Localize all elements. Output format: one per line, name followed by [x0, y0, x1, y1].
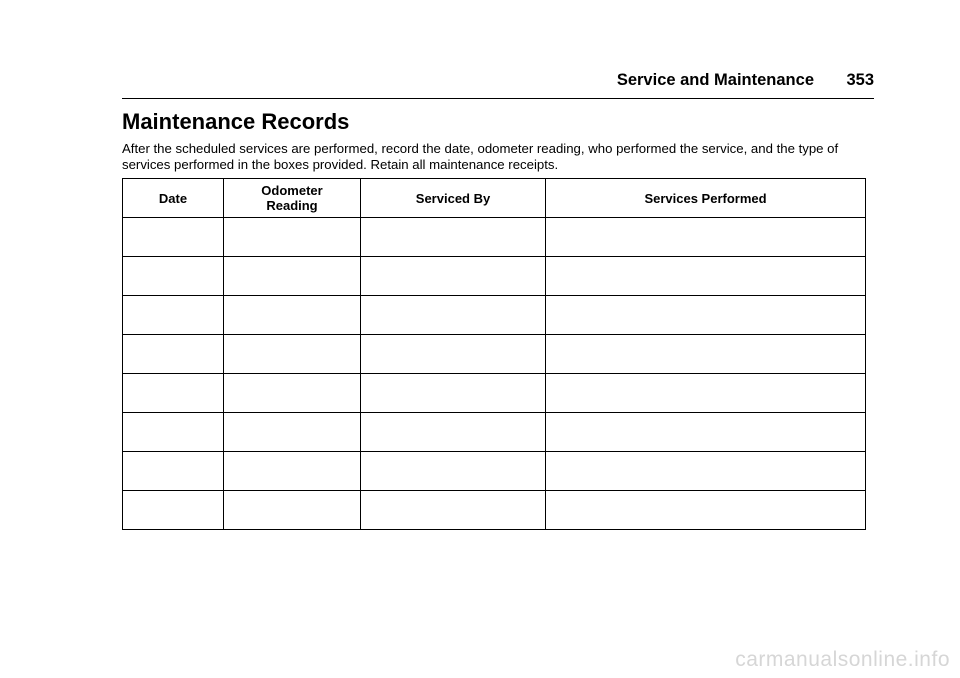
cell-odometer-reading[interactable]: [224, 452, 361, 491]
cell-services-performed[interactable]: [546, 491, 866, 530]
cell-date[interactable]: [123, 296, 224, 335]
cell-services-performed[interactable]: [546, 218, 866, 257]
table-row: [123, 335, 866, 374]
column-header-odometer-reading: [224, 179, 361, 218]
cell-date[interactable]: [123, 218, 224, 257]
cell-services-performed[interactable]: [546, 335, 866, 374]
cell-serviced-by[interactable]: [361, 491, 546, 530]
cell-services-performed[interactable]: [546, 413, 866, 452]
cell-odometer-reading[interactable]: [224, 491, 361, 530]
cell-services-performed[interactable]: [546, 296, 866, 335]
cell-odometer-reading[interactable]: [224, 257, 361, 296]
cell-odometer-reading[interactable]: [224, 296, 361, 335]
cell-serviced-by[interactable]: [361, 413, 546, 452]
cell-serviced-by[interactable]: [361, 452, 546, 491]
table-row: [123, 413, 866, 452]
page-number: 353: [846, 71, 874, 89]
table-header-row: [123, 179, 866, 218]
cell-odometer-reading[interactable]: [224, 335, 361, 374]
column-header-date: Date: [123, 179, 224, 218]
cell-odometer-reading[interactable]: [224, 413, 361, 452]
cell-date[interactable]: [123, 335, 224, 374]
watermark: carmanualsonline.info: [735, 648, 950, 671]
cell-odometer-reading[interactable]: [224, 374, 361, 413]
table-row: [123, 374, 866, 413]
cell-services-performed[interactable]: [546, 452, 866, 491]
table-row: [123, 218, 866, 257]
table-row: [123, 452, 866, 491]
table-row: [123, 257, 866, 296]
cell-serviced-by[interactable]: [361, 218, 546, 257]
cell-date[interactable]: [123, 491, 224, 530]
cell-serviced-by[interactable]: [361, 296, 546, 335]
page-title: Maintenance Records: [122, 109, 350, 134]
section-name: Service and Maintenance: [616, 71, 814, 89]
table-row: [123, 296, 866, 335]
maintenance-records-table: [122, 178, 866, 530]
column-header-serviced-by: Serviced By: [361, 179, 546, 218]
cell-services-performed[interactable]: [546, 374, 866, 413]
cell-serviced-by[interactable]: [361, 257, 546, 296]
cell-services-performed[interactable]: [546, 257, 866, 296]
cell-date[interactable]: [123, 413, 224, 452]
intro-paragraph: After the scheduled services are performed, record the date, odometer reading, who performed the service, and the type of services performed in the boxes provided. Retain all maintenance receipts.: [122, 141, 839, 172]
records-body: [123, 218, 866, 530]
cell-date[interactable]: [123, 257, 224, 296]
cell-date[interactable]: [123, 452, 224, 491]
column-header-services-performed: Services Performed: [546, 179, 866, 218]
cell-serviced-by[interactable]: [361, 335, 546, 374]
page-header: [122, 70, 874, 99]
cell-odometer-reading[interactable]: [224, 218, 361, 257]
cell-serviced-by[interactable]: [361, 374, 546, 413]
cell-date[interactable]: [123, 374, 224, 413]
column-header-odometer-reading-text: Odometer Reading: [261, 183, 323, 213]
table-row: [123, 491, 866, 530]
